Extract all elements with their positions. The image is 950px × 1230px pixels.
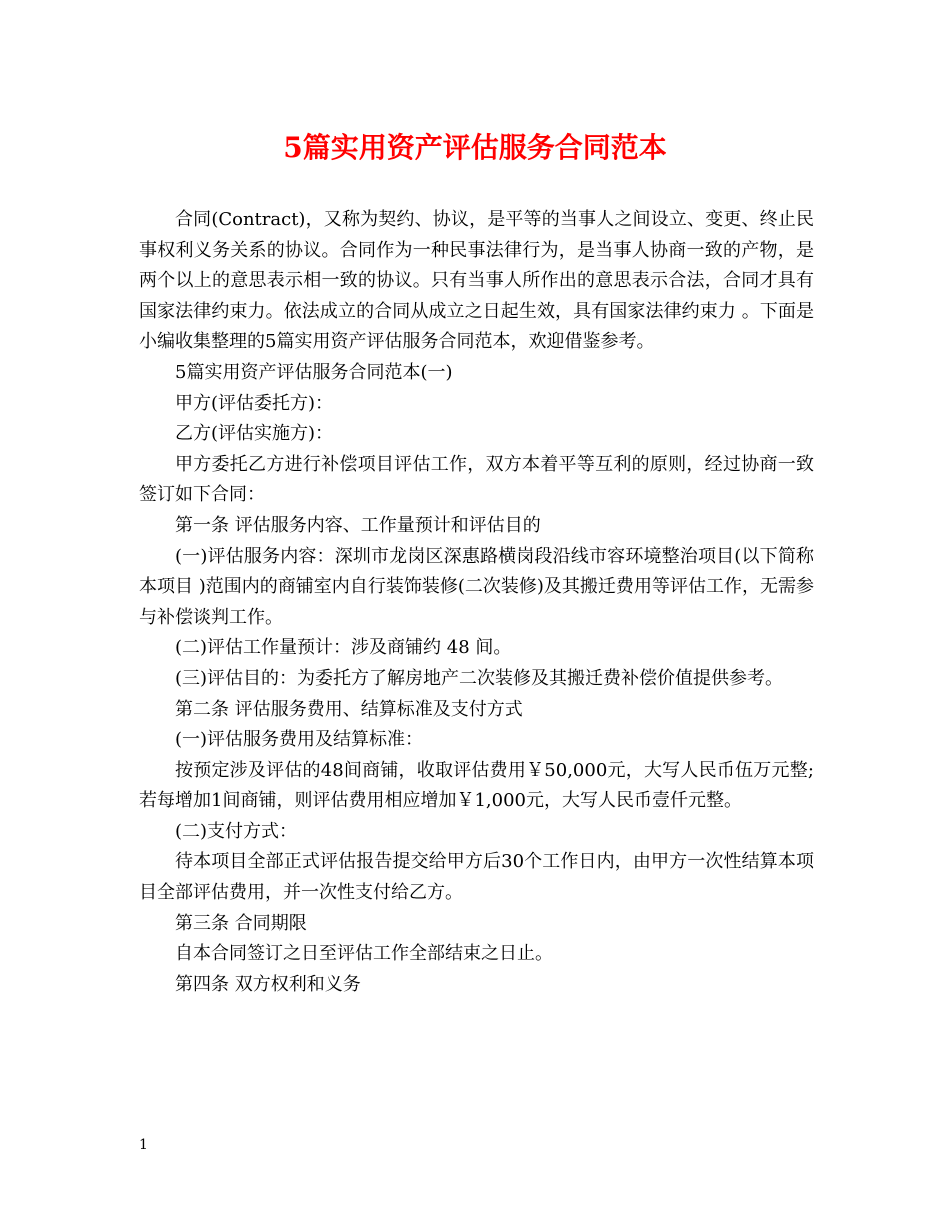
paragraph-preamble: 甲方委托乙方进行补偿项目评估工作，双方本着平等互利的原则，经过协商一致签订如下合同：: [139, 453, 814, 506]
paragraph-article-4: 第四条 双方权利和义务: [175, 973, 361, 995]
paragraph-article-1: 第一条 评估服务内容、工作量预计和评估目的: [175, 514, 541, 536]
paragraph-fee-terms: 按预定涉及评估的48间商铺，收取评估费用￥50,000元，大写人民币伍万元整;若每增加1间商铺，则评估费用相应增加￥1,000元，大写人民币壹仟元整。: [139, 759, 814, 812]
paragraph-article-2-item-2: (二)支付方式：: [175, 820, 298, 842]
document-body: [139, 205, 814, 1000]
paragraph-party-b: 乙方(评估实施方)：: [175, 423, 334, 445]
paragraph-term-period: 自本合同签订之日至评估工作全部结束之日止。: [175, 943, 553, 965]
paragraph-article-3: 第三条 合同期限: [175, 912, 307, 934]
paragraph-article-2: 第二条 评估服务费用、结算标准及支付方式: [175, 698, 523, 720]
paragraph-intro: 合同(Contract)，又称为契约、协议，是平等的当事人之间设立、变更、终止民事权利义务关系的协议。合同作为一种民事法律行为，是当事人协商一致的产物，是两个以上的意思表示相一致的协议。只有当事人所作出的意思表示合法，合同才具有国家法律约束力。依法成立的合同从成立之日起生效，具有国家法律约束力 。下面是小编收集整理的5篇实用资产评估服务合同范本，欢迎借鉴参考。: [139, 209, 814, 353]
paragraph-contract-heading: 5篇实用资产评估服务合同范本(一): [175, 361, 453, 383]
paragraph-article-2-item-1: (一)评估服务费用及结算标准：: [175, 729, 424, 751]
paragraph-article-1-item-3: (三)评估目的：为委托方了解房地产二次装修及其搬迁费补偿价值提供参考。: [175, 667, 784, 689]
paragraph-article-1-item-2: (二)评估工作量预计：涉及商铺约 48 间。: [175, 637, 512, 659]
paragraph-article-1-item-1: (一)评估服务内容：深圳市龙岗区深惠路横岗段沿线市容环境整治项目(以下简称本项目 )范围内的商铺室内自行装饰装修(二次装修)及其搬迁费用等评估工作，无需参与补偿谈判工作。: [139, 545, 814, 628]
document-title: 5篇实用资产评估服务合同范本: [283, 131, 667, 164]
paragraph-payment-terms: 待本项目全部正式评估报告提交给甲方后30个工作日内，由甲方一次性结算本项目全部评估费用，并一次性支付给乙方。: [139, 851, 814, 904]
paragraph-party-a: 甲方(评估委托方)：: [175, 392, 334, 414]
page-number: 1: [139, 1137, 148, 1153]
